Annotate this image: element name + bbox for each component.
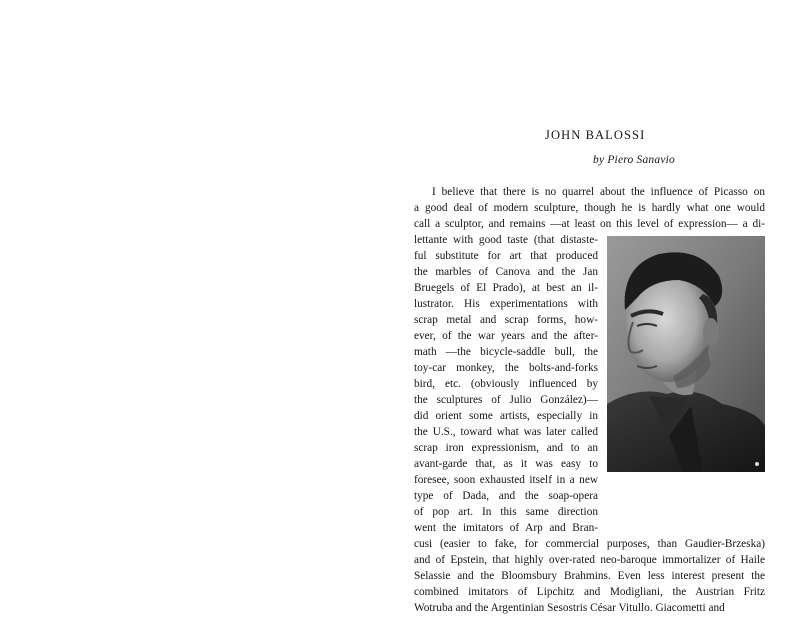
body-line: of pop art. In this same direction xyxy=(414,506,598,518)
body-line: and of Epstein, that highly over-rated neo-baroque immortalizer of Haile xyxy=(414,554,765,566)
body-line: lettante with good taste (that distaste- xyxy=(414,234,598,246)
body-line: ful substitute for art that produced xyxy=(414,250,598,262)
body-line: went the imitators of Arp and Bran- xyxy=(414,522,598,534)
body-line: Wotruba and the Argentinian Sesostris César Vitullo. Giacometti and xyxy=(414,602,725,614)
body-line: combined imitators of Lipchitz and Modigliani, the Austrian Fritz xyxy=(414,586,765,598)
body-line: scrap iron expressionism, and to an xyxy=(414,442,598,454)
article-byline: by Piero Sanavio xyxy=(593,154,675,166)
article-title: JOHN BALOSSI xyxy=(545,128,646,142)
body-line: lustrator. His experimentations with xyxy=(414,298,598,310)
body-line: type of Dada, and the soap-opera xyxy=(414,490,598,502)
body-line: scrap metal and scrap forms, how- xyxy=(414,314,598,326)
body-line: ever, of the war years and the after- xyxy=(414,330,598,342)
body-line: cusi (easier to fake, for commercial purposes, than Gaudier-Brzeska) xyxy=(414,538,765,550)
body-line: I believe that there is no quarrel about the influence of Picasso on xyxy=(432,186,765,198)
body-line: math —the bicycle-saddle bull, the xyxy=(414,346,598,358)
body-line: did orient some artists, especially in xyxy=(414,410,598,422)
body-line: the marbles of Canova and the Jan xyxy=(414,266,598,278)
body-line: the U.S., toward what was later called xyxy=(414,426,598,438)
body-line: Selassie and the Bloomsbury Brahmins. Even less interest present the xyxy=(414,570,765,582)
body-line: avant-garde that, as it was easy to xyxy=(414,458,598,470)
body-line: Bruegels of El Prado), at best an il- xyxy=(414,282,598,294)
body-line: toy-car monkey, the bolts-and-forks xyxy=(414,362,598,374)
body-line: the sculptures of Julio González)— xyxy=(414,394,598,406)
portrait-photo xyxy=(607,236,765,472)
body-line: foresee, soon exhausted itself in a new xyxy=(414,474,598,486)
body-line: a good deal of modern sculpture, though he is hardly what one would xyxy=(414,202,765,214)
body-line: bird, etc. (obviously influenced by xyxy=(414,378,598,390)
body-line: call a sculptor, and remains —at least on this level of expression— a di- xyxy=(414,218,765,230)
